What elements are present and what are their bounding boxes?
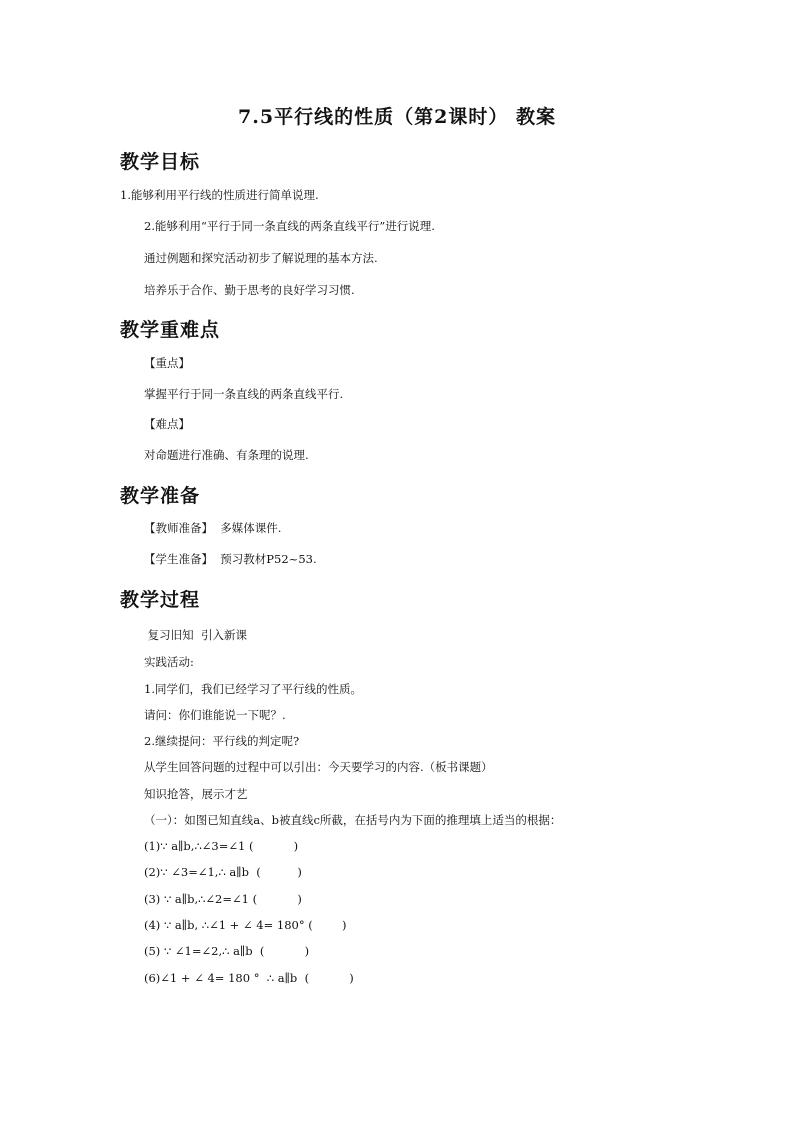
process-heading: 教学过程	[120, 589, 201, 611]
process-line: 2.继续提问：平行线的判定呢?	[144, 734, 300, 748]
teacher-preparation: 【教师准备】 多媒体课件.	[144, 521, 282, 535]
objective-item-2: 2.能够利用“平行于同一条直线的两条直线平行”进行说理.	[144, 219, 435, 233]
process-line: 1.同学们，我们已经学习了平行线的性质。	[144, 682, 362, 696]
key-points-heading: 教学重难点	[120, 319, 221, 341]
objective-item-4: 培养乐于合作、勤于思考的良好学习习惯.	[144, 283, 355, 297]
process-line: 实践活动:	[144, 655, 194, 669]
reasoning-item: (3) ∵ a∥b,∴∠2=∠1 ( )	[144, 892, 302, 906]
student-preparation: 【学生准备】 预习教材P52~53.	[144, 552, 317, 566]
process-line: 知识抢答，展示才艺	[144, 787, 248, 801]
process-line: 请问：你们谁能说一下呢？.	[144, 708, 286, 722]
difficulty-text: 对命题进行准确、有条理的说理.	[144, 448, 309, 462]
process-line: 从学生回答问题的过程中可以引出：今天要学习的内容.（板书课题）	[144, 760, 493, 774]
question-intro: （一）：如图已知直线a、b被直线c所截，在括号内为下面的推理填上适当的根据：	[144, 813, 562, 827]
difficulty-label: 【难点】	[144, 417, 190, 431]
process-line: 复习旧知 引入新课	[144, 628, 247, 642]
key-point-label: 【重点】	[144, 356, 190, 370]
reasoning-item: (1)∵ a∥b,∴∠3=∠1 ( )	[144, 839, 299, 853]
document-title: 7.5平行线的性质（第2课时） 教案	[238, 106, 556, 128]
objective-item-3: 通过例题和探究活动初步了解说理的基本方法.	[144, 251, 378, 265]
objective-item-1: 1.能够利用平行线的性质进行简单说理.	[120, 188, 319, 202]
reasoning-item: (4) ∵ a∥b, ∴∠1 + ∠ 4= 180° ( )	[144, 918, 347, 932]
reasoning-item: (6)∠1 + ∠ 4= 180 ° ∴ a∥b ( )	[144, 971, 354, 985]
reasoning-item: (5) ∵ ∠1=∠2,∴ a∥b ( )	[144, 944, 310, 958]
reasoning-item: (2)∵ ∠3=∠1,∴ a∥b ( )	[144, 865, 302, 879]
preparation-heading: 教学准备	[120, 485, 201, 507]
objectives-heading: 教学目标	[120, 151, 201, 173]
key-point-text: 掌握平行于同一条直线的两条直线平行.	[144, 387, 344, 401]
